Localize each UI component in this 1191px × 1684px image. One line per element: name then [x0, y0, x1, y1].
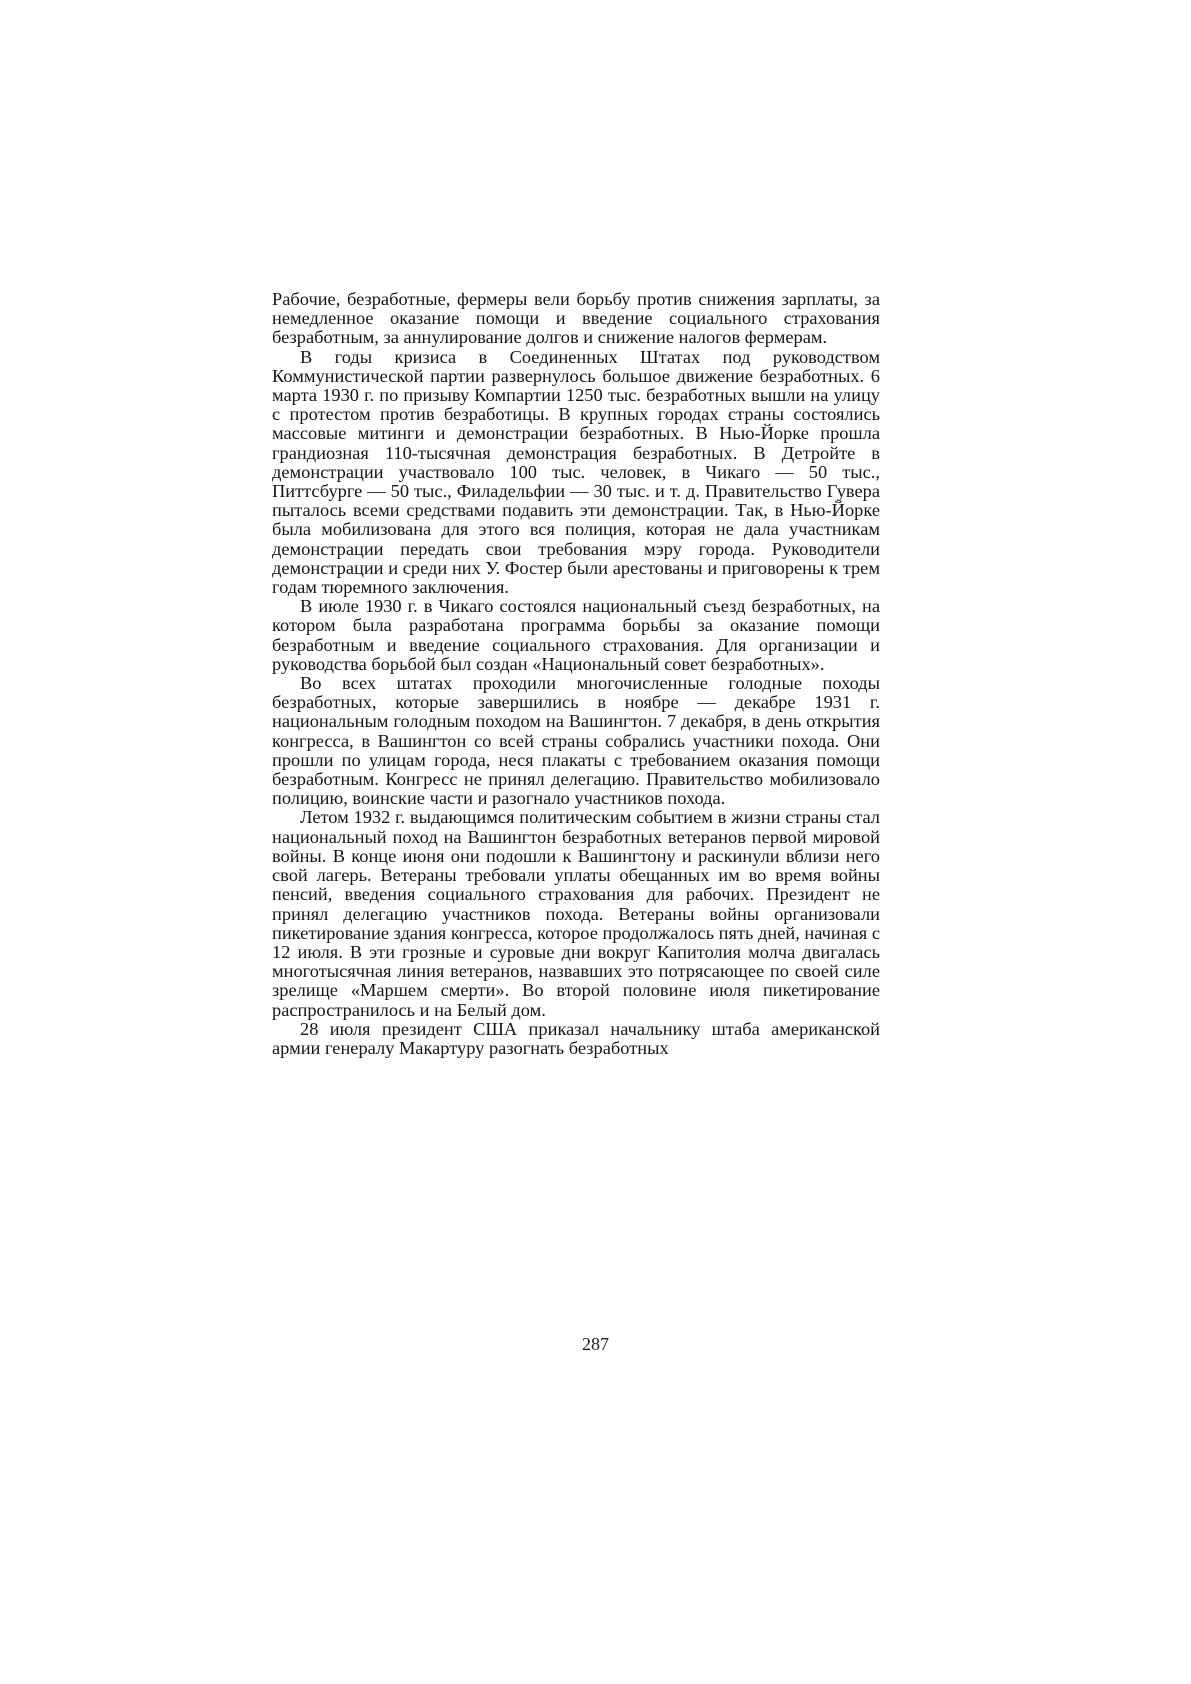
- paragraph: 28 июля президент США приказал начальнику штаба американской армии генералу Макартуру разогнать безработных: [272, 1018, 880, 1058]
- page-number: 287: [582, 1334, 609, 1354]
- paragraph: Летом 1932 г. выдающимся политическим событием в жизни страны стал национальный поход на Вашингтон безработных ветеранов первой мировой войны. В конце июня они подошли к Вашингтону и раскинули вблизи него свой лагерь. Ветераны требовали уплаты обещанных им во время войны пенсий, введения социального страхования для рабочих. Президент не принял делегацию участников похода. Ветераны войны организовали пикетирование здания конгресса, которое продолжалось пять дней, начиная с 12 июля. В эти грозные и суровые дни вокруг Капитолия молча двигалась многотысячная линия ветеранов, назвавших это потрясающее по своей силе зрелище «Маршем смерти». Во второй половине июля пикетирование распространилось и на Белый дом.: [272, 807, 880, 1020]
- paragraph: Рабочие, безработные, фермеры вели борьбу против снижения зарплаты, за немедленное оказание помощи и введение социального страхования безработным, за аннулирование долгов и снижение налогов фермерам.: [272, 289, 880, 348]
- paragraph: Во всех штатах проходили многочисленные голодные походы безработных, которые завершились в ноябре — декабре 1931 г. национальным голодным походом на Вашингтон. 7 декабря, в день открытия конгресса, в Вашингтон со всей страны собрались участники похода. Они прошли по улицам города, неся плакаты с требованием оказания помощи безработным. Конгресс не принял делегацию. Правительство мобилизовало полицию, воинские части и разогнало участников похода.: [272, 673, 880, 809]
- paragraph: В годы кризиса в Соединенных Штатах под руководством Коммунистической партии развернулось большое движение безработных. 6 марта 1930 г. по призыву Компартии 1250 тыс. безработных вышли на улицу с протестом против безработицы. В крупных городах страны состоялись массовые митинги и демонстрации безработных. В Нью-Йорке прошла грандиозная 110-тысячная демонстрация безработных. В Детройте в демонстрации участвовало 100 тыс. человек, в Чикаго — 50 тыс., Питтсбурге — 50 тыс., Филадельфии — 30 тыс. и т. д. Правительство Гувера пыталось всеми средствами подавить эти демонстрации. Так, в Нью-Йорке была мобилизована для этого вся полиция, которая не дала участникам демонстрации передать свои требования мэру города. Руководители демонстрации и среди них У. Фостер были арестованы и приговорены к трем годам тюремного заключения.: [272, 346, 880, 598]
- paragraph: В июле 1930 г. в Чикаго состоялся национальный съезд безработных, на котором была разработана программа борьбы за оказание помощи безработным и введение социального страхования. Для организации и руководства борьбой был создан «Национальный совет безработных».: [272, 596, 880, 674]
- page-body: [272, 290, 880, 1058]
